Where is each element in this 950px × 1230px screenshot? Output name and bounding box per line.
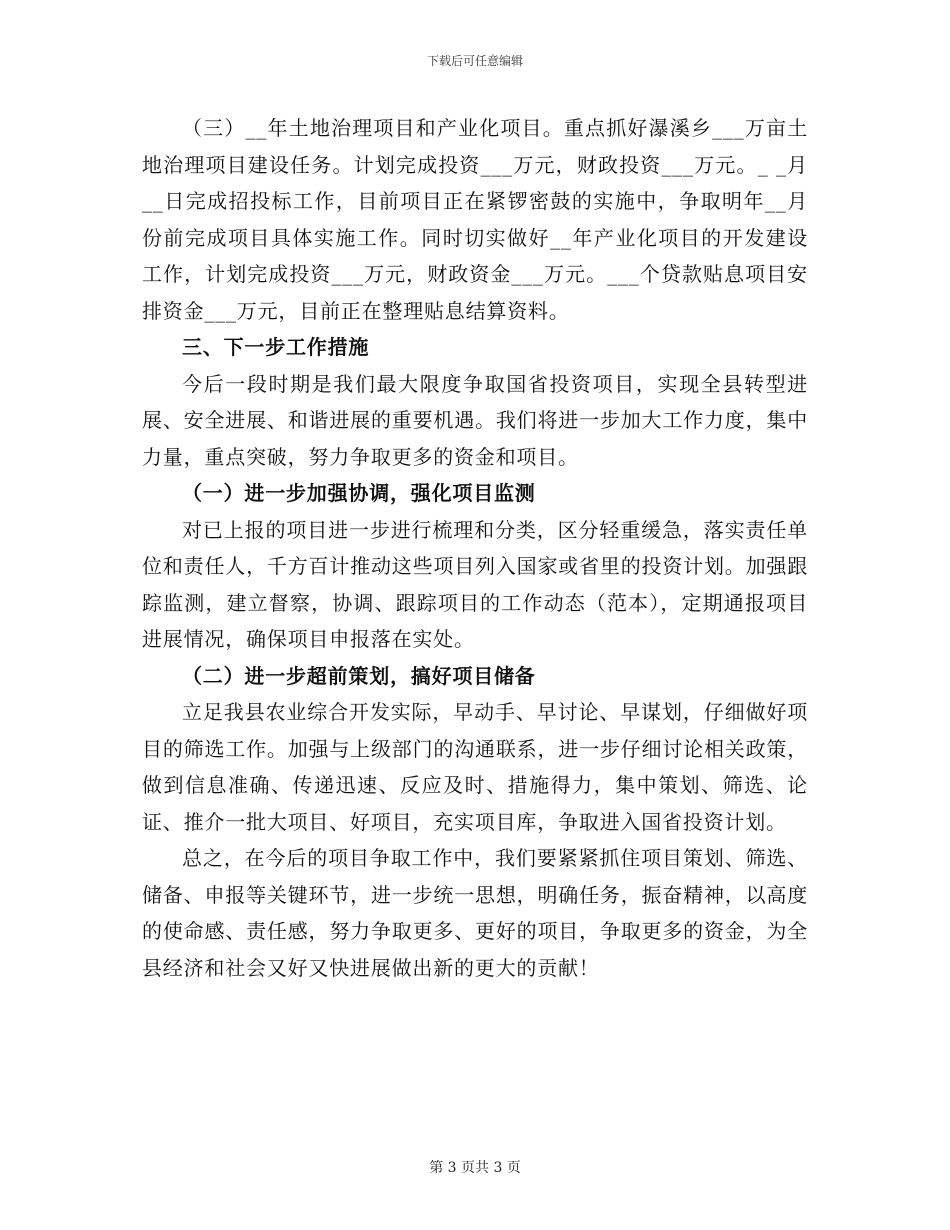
page-footer: 第 3 页共 3 页 — [429, 1160, 521, 1176]
paragraph-conclusion: 总之，在今后的项目争取工作中，我们要紧紧抓住项目策划、筛选、储备、申报等关键环节，进一步统一思想，明确任务，振奋精神，以高度的使命感、责任感，努力争取更多、更好的项目，争取更多的资金，为全县经济和社会又好又快进展做出新的更大的贡献！ — [142, 846, 808, 980]
page-header: 下载后可任意编辑 — [426, 54, 523, 68]
document-body — [142, 110, 808, 986]
paragraph-planning: 立足我县农业综合开发实际，早动手、早讨论、早谋划，仔细做好项目的筛选工作。加强与上级部门的沟通联系，进一步仔细讨论相关政策，做到信息准确、传递迅速、反应及时、措施得力，集中策划、筛选、论证、推介一批大项目、好项目，充实项目库，争取进入国省投资计划。 — [142, 700, 808, 834]
section-heading-next-steps: 三、下一步工作措施 — [182, 335, 370, 359]
paragraph-land-governance: （三）__年土地治理项目和产业化项目。重点抓好瀑溪乡___万亩土地治理项目建设任务。计划完成投资___万元，财政投资___万元。_ _月__日完成招投标工作，目前项目正在紧锣密鼓的实施中，争取明年__月份前完成项目具体实施工作。同时切实做好__年产业化项目的开发建设工作，计划完成投资___万元，财政资金___万元。___个贷款贴息项目安排资金___万元，目前正在整理贴息结算资料。 — [142, 116, 808, 323]
paragraph-coordination: 对已上报的项目进一步进行梳理和分类，区分轻重缓急，落实责任单位和责任人，千方百计推动这些项目列入国家或省里的投资计划。加强跟踪监测，建立督察，协调、跟踪项目的工作动态（范本），定期通报项目进展情况，确保项目申报落在实处。 — [142, 517, 808, 651]
paragraph-opportunity: 今后一段时期是我们最大限度争取国省投资项目，实现全县转型进展、安全进展、和谐进展的重要机遇。我们将进一步加大工作力度，集中力量，重点突破，努力争取更多的资金和项目。 — [142, 371, 808, 469]
subheading-coordination: （一）进一步加强协调，强化项目监测 — [182, 481, 536, 505]
subheading-planning: （二）进一步超前策划，搞好项目储备 — [182, 663, 536, 688]
